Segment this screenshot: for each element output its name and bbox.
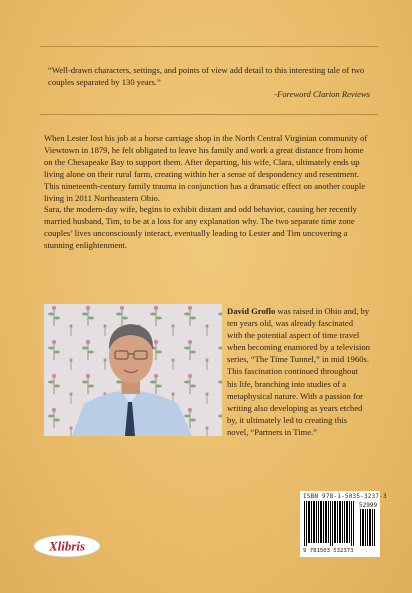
review-quote: “Well-drawn characters, settings, and points of view add detail to this interesting tale of two couples separated by 130 years.” <box>48 65 365 87</box>
review-quote-box <box>40 46 378 115</box>
isbn-barcode <box>300 491 387 557</box>
isbn-label: ISBN 978-1-5035-3237-3 <box>303 493 387 500</box>
xlibris-logo <box>32 533 102 559</box>
synopsis-paragraph-2: Sara, the modern-day wife, begins to exhibit distant and odd behavior, causing her recently married husband, Tim, to be at a loss for any explanation why. The two separate time zone couples’ lives unconsciously interact, eventually leading to Lester and Tim uncovering a stunning enlightenment. <box>44 204 357 250</box>
review-attribution: -Foreword Clarion Reviews <box>274 89 370 99</box>
author-portrait-image <box>44 304 222 436</box>
publisher-logo-text: Xlibris <box>48 538 86 554</box>
author-photo <box>44 304 222 436</box>
author-bio-text: was raised in Ohio and, by ten years old, was already fascinated with the potential aspect of time travel when becoming enamored by a television series, “The Time Tunnel,” in mid 1960s. This fascination continued throughout his life, branching into studies of a metaphysical nature. With a passion for writing also developing as years etched by, it ultimately led to creating this novel, “Partners in Time.” <box>227 306 370 437</box>
price-code: 52999 <box>359 502 378 509</box>
synopsis-paragraph-1: When Lester lost his job at a horse carriage shop in the North Central Virginian community of Viewtown in 1879, he felt obligated to leave his family and work a great distance from home on the Chesapeake Bay to support them. After departing, his wife, Clara, ultimately ends up living alone on their rural farm, creating within her a sense of despondency and resentment. This nineteenth-century family trauma in conjunction has a dramatic effect on another couple living in 2011 Northeastern Ohio. <box>44 133 368 203</box>
isbn-digits: 9 781503 532373 <box>303 548 354 554</box>
author-name: David Groflo <box>227 306 276 316</box>
